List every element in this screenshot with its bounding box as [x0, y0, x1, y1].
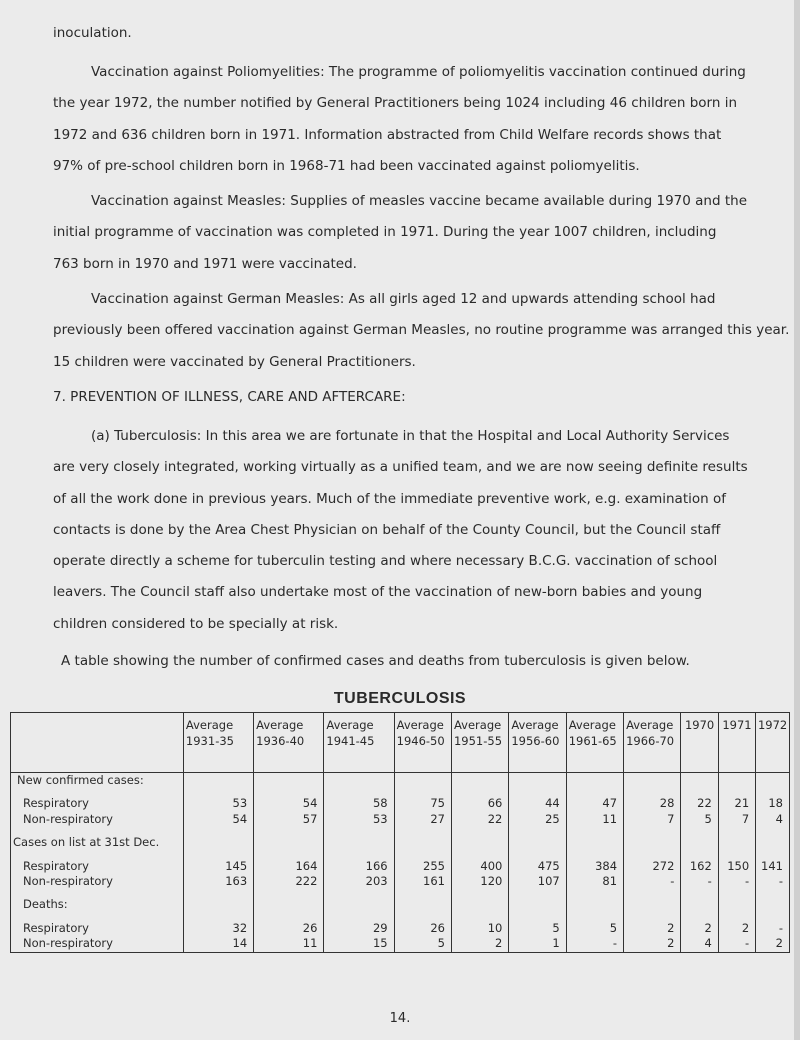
table-row: [11, 812, 790, 827]
table-cell: [681, 835, 718, 850]
table-cell: [756, 851, 790, 859]
table-cell: [451, 913, 508, 921]
table-cell: 2: [756, 936, 790, 952]
table-row: [11, 773, 790, 789]
table-cell: 2: [681, 921, 718, 936]
table-cell: [566, 851, 623, 859]
measles-paragraph: [53, 186, 793, 280]
table-cell: 120: [451, 874, 508, 889]
table-cell: 222: [254, 874, 324, 889]
polio-line-3: 1972 and 636 children born in 1971. Information abstracted from Child Welfare records shows that: [53, 126, 722, 143]
table-cell: 15: [324, 936, 394, 952]
table-cell: [718, 788, 755, 796]
table-cell: [183, 788, 253, 796]
row-label: Non-respiratory: [11, 936, 184, 952]
german-measles-line-2: previously been offered vaccination against German Measles, no routine programme was arranged this year.: [53, 322, 790, 339]
column-header-line-1: 1971: [722, 718, 752, 732]
row-label: [11, 889, 184, 897]
column-header: [756, 713, 790, 773]
tb-line-7: children considered to be specially at risk.: [53, 615, 339, 632]
table-cell: -: [681, 874, 718, 889]
table-cell: 58: [324, 796, 394, 811]
column-header-line-2: 1936-40: [256, 734, 305, 748]
table-cell: [624, 897, 681, 912]
row-label: [11, 827, 184, 835]
table-cell: 2: [718, 921, 755, 936]
table-cell: [509, 851, 566, 859]
table-cell: 11: [566, 812, 623, 827]
table-cell: [566, 913, 623, 921]
table-cell: 1: [509, 936, 566, 952]
table-cell: [254, 897, 324, 912]
tb-line-6: leavers. The Council staff also undertake most of the vaccination of new-born babies and young: [53, 584, 703, 601]
column-header-line-1: Average: [568, 718, 616, 732]
table-cell: [718, 827, 755, 835]
section-heading-block: [53, 382, 793, 413]
table-cell: 5: [394, 936, 451, 952]
table-cell: [451, 889, 508, 897]
table-cell: [509, 773, 566, 789]
column-header: [183, 713, 253, 773]
table-cell: [254, 913, 324, 921]
table-cell: 203: [324, 874, 394, 889]
table-row: [11, 913, 790, 921]
table-row: [11, 835, 790, 850]
table-cell: [394, 889, 451, 897]
column-header-line-1: Average: [396, 718, 444, 732]
table-cell: [718, 851, 755, 859]
table-cell: [183, 835, 253, 850]
table-cell: [509, 827, 566, 835]
table-cell: 21: [718, 796, 755, 811]
column-header-line-1: Average: [326, 718, 374, 732]
column-header-line-2: 1946-50: [396, 734, 445, 748]
table-cell: [566, 835, 623, 850]
table-cell: 5: [566, 921, 623, 936]
table-cell: 54: [183, 812, 253, 827]
table-cell: 164: [254, 859, 324, 874]
table-cell: 4: [681, 936, 718, 952]
table-cell: 28: [624, 796, 681, 811]
measles-line-2: initial programme of vaccination was completed in 1971. During the year 1007 children, including: [53, 224, 717, 241]
table-row: [11, 788, 790, 796]
table-cell: 53: [183, 796, 253, 811]
table-header-row: [11, 713, 790, 773]
table-cell: 26: [394, 921, 451, 936]
german-measles-line-3: 15 children were vaccinated by General Practitioners.: [53, 353, 416, 370]
table-cell: [183, 851, 253, 859]
table-cell: [394, 897, 451, 912]
table-row: [11, 796, 790, 811]
column-header: [566, 713, 623, 773]
table-cell: [394, 835, 451, 850]
table-cell: -: [718, 874, 755, 889]
table-cell: [254, 773, 324, 789]
row-label: [11, 913, 184, 921]
column-header: [509, 713, 566, 773]
column-header: [324, 713, 394, 773]
table-cell: [566, 788, 623, 796]
table-cell: 2: [451, 936, 508, 952]
table-cell: [566, 827, 623, 835]
table-cell: 44: [509, 796, 566, 811]
table-cell: 2: [624, 921, 681, 936]
table-cell: [681, 889, 718, 897]
table-cell: [566, 897, 623, 912]
table-cell: 272: [624, 859, 681, 874]
table-cell: [756, 827, 790, 835]
tb-line-2: are very closely integrated, working virtually as a unified team, and we are now seeing definite results: [53, 459, 748, 476]
page-number: 14.: [389, 1011, 411, 1026]
table-row: [11, 874, 790, 889]
table-cell: [324, 897, 394, 912]
measles-line-1: Vaccination against Measles: Supplies of measles vaccine became available during 1970 and the: [91, 193, 747, 209]
column-header-line-2: 1956-60: [511, 734, 560, 748]
tb-line-1: (a) Tuberculosis: In this area we are fortunate in that the Hospital and Local Authority Services: [91, 428, 730, 444]
column-header: [254, 713, 324, 773]
table-cell: [451, 773, 508, 789]
table-cell: [254, 788, 324, 796]
table-cell: 150: [718, 859, 755, 874]
row-label: Respiratory: [11, 796, 184, 811]
table-cell: [718, 773, 755, 789]
table-cell: [324, 827, 394, 835]
table-cell: 145: [183, 859, 253, 874]
table-cell: 4: [756, 812, 790, 827]
polio-line-2: the year 1972, the number notified by General Practitioners being 1024 including 46 children born in: [53, 95, 738, 112]
table-row: [11, 859, 790, 874]
row-label: Non-respiratory: [11, 874, 184, 889]
table-row: [11, 897, 790, 912]
table-cell: 32: [183, 921, 253, 936]
table-cell: [394, 773, 451, 789]
column-header-line-1: 1970: [684, 718, 715, 732]
table-cell: [624, 773, 681, 789]
column-header-line-1: Average: [256, 718, 304, 732]
table-title: TUBERCULOSIS: [333, 690, 467, 707]
table-cell: [756, 773, 790, 789]
table-cell: [756, 835, 790, 850]
table-cell: [254, 889, 324, 897]
german-measles-paragraph: [53, 284, 793, 378]
tb-line-3: of all the work done in previous years. Much of the immediate preventive work, e.g. examination of: [53, 490, 726, 507]
table-cell: 384: [566, 859, 623, 874]
column-header-line-1: Average: [185, 718, 234, 732]
column-header-line-2: 1966-70: [626, 734, 675, 748]
row-label: [11, 788, 184, 796]
table-cell: [509, 889, 566, 897]
table-cell: [183, 827, 253, 835]
table-cell: [324, 889, 394, 897]
table-cell: 53: [324, 812, 394, 827]
table-cell: [681, 788, 718, 796]
row-label: New confirmed cases:: [11, 773, 184, 789]
table-cell: [624, 851, 681, 859]
table-cell: [324, 851, 394, 859]
table-cell: [624, 827, 681, 835]
table-row: [11, 889, 790, 897]
tb-line-5: operate directly a scheme for tuberculin testing and where necessary B.C.G. vaccination of school: [53, 553, 718, 570]
table-cell: 81: [566, 874, 623, 889]
table-cell: [394, 913, 451, 921]
table-cell: [451, 897, 508, 912]
table-cell: [624, 913, 681, 921]
column-header-line-1: Average: [511, 718, 559, 732]
column-header-line-2: 1951-55: [453, 734, 503, 748]
table-cell: 29: [324, 921, 394, 936]
table-cell: 475: [509, 859, 566, 874]
table-cell: [681, 897, 718, 912]
measles-line-3: 763 born in 1970 and 1971 were vaccinated.: [53, 255, 357, 272]
table-cell: 27: [394, 812, 451, 827]
tb-line-4: contacts is done by the Area Chest Physician on behalf of the County Council, but the Council staff: [53, 521, 721, 538]
fragment-line: inoculation.: [53, 25, 132, 41]
table-cell: 54: [254, 796, 324, 811]
table-cell: 47: [566, 796, 623, 811]
table-cell: [451, 788, 508, 796]
table-cell: [451, 835, 508, 850]
table-cell: 18: [756, 796, 790, 811]
table-cell: 5: [681, 812, 718, 827]
table-cell: [681, 851, 718, 859]
top-fragment: [53, 18, 793, 49]
table-cell: [324, 913, 394, 921]
table-cell: [718, 913, 755, 921]
table-cell: [183, 897, 253, 912]
table-cell: [183, 773, 253, 789]
table-cell: 400: [451, 859, 508, 874]
table-cell: [324, 835, 394, 850]
header-blank: [11, 713, 184, 773]
table-cell: [566, 889, 623, 897]
table-cell: [451, 827, 508, 835]
table-row: [11, 827, 790, 835]
table-cell: 141: [756, 859, 790, 874]
row-label: [11, 851, 184, 859]
table-cell: 7: [624, 812, 681, 827]
table-cell: -: [566, 936, 623, 952]
table-cell: [324, 773, 394, 789]
polio-line-1: Vaccination against Poliomyelities: The programme of poliomyelitis vaccination continued during: [91, 64, 746, 80]
table-cell: 10: [451, 921, 508, 936]
table-cell: [624, 835, 681, 850]
column-header-line-1: Average: [453, 718, 502, 732]
table-cell: 14: [183, 936, 253, 952]
table-cell: 5: [509, 921, 566, 936]
table-cell: [624, 788, 681, 796]
row-label: Non-respiratory: [11, 812, 184, 827]
table-cell: [566, 773, 623, 789]
table-intro-block: [53, 646, 793, 677]
german-measles-line-1: Vaccination against German Measles: As all girls aged 12 and upwards attending school had: [91, 291, 716, 307]
row-label: Cases on list at 31st Dec.: [11, 835, 184, 850]
table-cell: [509, 835, 566, 850]
table-body: [11, 773, 790, 953]
table-cell: 11: [254, 936, 324, 952]
column-header: [394, 713, 451, 773]
row-label: Respiratory: [11, 859, 184, 874]
section-heading: 7. PREVENTION OF ILLNESS, CARE AND AFTERCARE:: [53, 389, 406, 405]
row-label: Deaths:: [11, 897, 184, 912]
column-header-line-2: 1961-65: [568, 734, 617, 748]
table-cell: -: [756, 921, 790, 936]
table-cell: 7: [718, 812, 755, 827]
table-cell: [718, 835, 755, 850]
table-cell: [681, 773, 718, 789]
polio-paragraph: [53, 57, 793, 182]
table-cell: [756, 897, 790, 912]
table-cell: [756, 788, 790, 796]
polio-line-4: 97% of pre-school children born in 1968-71 had been vaccinated against poliomyelitis.: [53, 157, 640, 174]
table-cell: [509, 913, 566, 921]
table-cell: 57: [254, 812, 324, 827]
table-cell: [254, 827, 324, 835]
table-cell: [756, 913, 790, 921]
column-header-line-2: 1941-45: [326, 734, 375, 748]
table-cell: [681, 913, 718, 921]
column-header: [624, 713, 681, 773]
table-cell: [451, 851, 508, 859]
page-edge-shadow: [794, 0, 800, 1040]
table-cell: [394, 788, 451, 796]
column-header-line-1: 1972: [757, 718, 788, 732]
table-cell: 25: [509, 812, 566, 827]
table-cell: [183, 889, 253, 897]
table-cell: [254, 835, 324, 850]
column-header: [451, 713, 508, 773]
table-cell: 26: [254, 921, 324, 936]
table-cell: [509, 788, 566, 796]
row-label: Respiratory: [11, 921, 184, 936]
table-row: [11, 851, 790, 859]
table-cell: 66: [451, 796, 508, 811]
table-cell: [681, 827, 718, 835]
column-header-line-2: 1931-35: [185, 734, 234, 748]
table-row: [11, 921, 790, 936]
table-cell: -: [718, 936, 755, 952]
table-cell: 75: [394, 796, 451, 811]
table-cell: -: [756, 874, 790, 889]
table-cell: [718, 889, 755, 897]
table-cell: [394, 851, 451, 859]
table-cell: 22: [681, 796, 718, 811]
table-row: [11, 936, 790, 952]
tuberculosis-paragraph: [53, 421, 793, 640]
table-cell: [394, 827, 451, 835]
table-cell: [183, 913, 253, 921]
table-cell: 22: [451, 812, 508, 827]
table-cell: [509, 897, 566, 912]
table-cell: -: [624, 874, 681, 889]
table-cell: [254, 851, 324, 859]
table-cell: 163: [183, 874, 253, 889]
table-cell: 2: [624, 936, 681, 952]
table-cell: 166: [324, 859, 394, 874]
column-header: [681, 713, 718, 773]
tuberculosis-table: [10, 712, 790, 953]
table-cell: [718, 897, 755, 912]
table-cell: [324, 788, 394, 796]
table-cell: [624, 889, 681, 897]
column-header: [718, 713, 755, 773]
column-header-line-1: Average: [626, 718, 674, 732]
table-cell: 255: [394, 859, 451, 874]
table-cell: 107: [509, 874, 566, 889]
table-cell: 162: [681, 859, 718, 874]
table-cell: [756, 889, 790, 897]
table-cell: 161: [394, 874, 451, 889]
table-intro: A table showing the number of confirmed cases and deaths from tuberculosis is given below.: [61, 653, 690, 669]
